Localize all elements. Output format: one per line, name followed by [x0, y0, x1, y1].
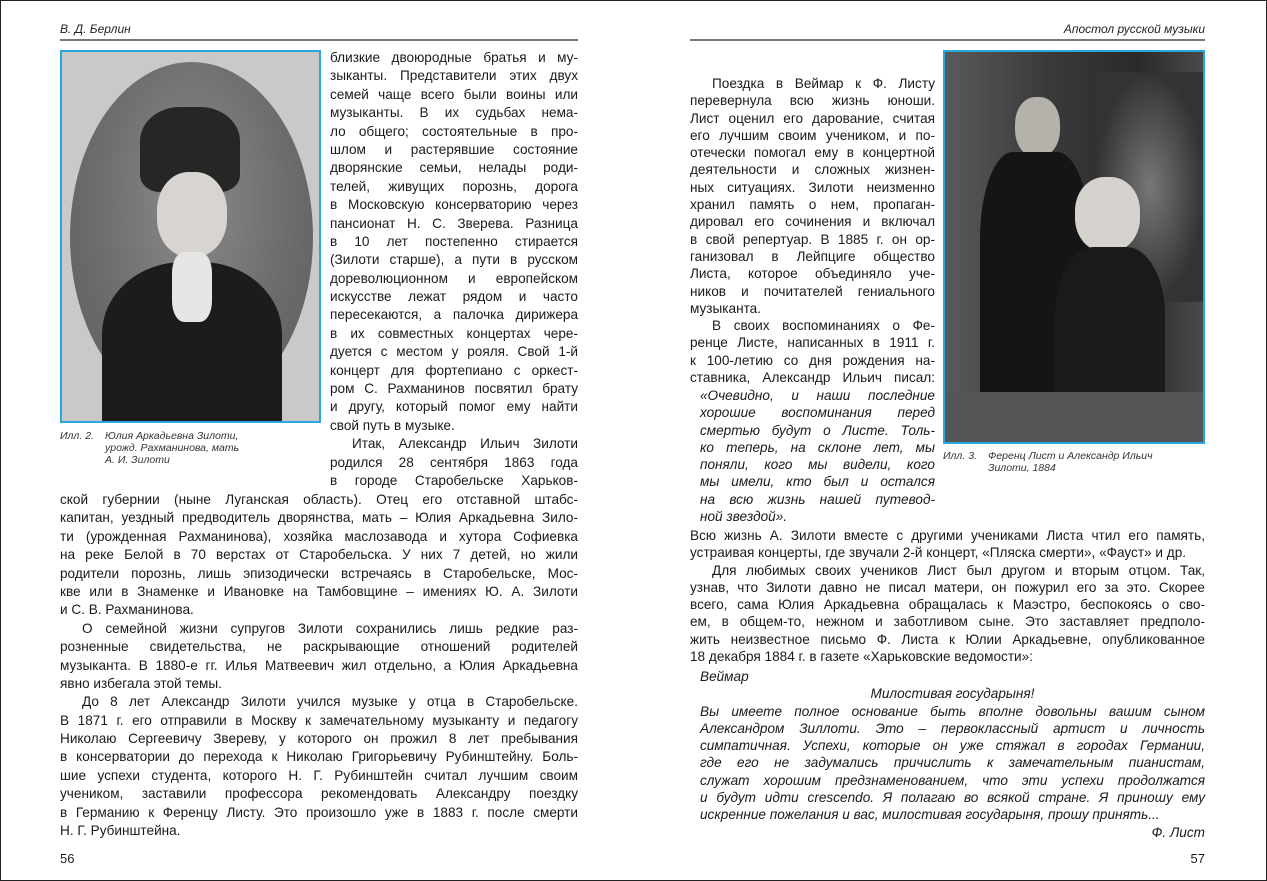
text-line: музыканты. В их судьбах нема- — [330, 105, 578, 121]
text-line: «Очевидно, и наши последние — [700, 388, 935, 403]
text-line: хранил память о нем, пропаган- — [690, 197, 935, 213]
text-line: музыканта. — [690, 300, 762, 316]
liszt-letter — [700, 668, 1205, 841]
text-line: ных ситуациях. Зилоти неизменно — [690, 179, 935, 195]
text-line: музыканта. В 1880-е гг. Илья Матвеевич жил отдельно, а Юлия Аркадьевна — [60, 657, 578, 673]
text-line: пансионат Н. С. Зверева. Разница — [330, 215, 578, 231]
text-line: в свой репертуар. В 1885 г. он ор- — [690, 231, 935, 247]
text-line: ти (урожденная Рахманинова), хозяйка маслозавода и хутора Софиевка — [60, 528, 578, 544]
text-line: ем, в общем-то, нежном и заботливом сыне. Это заставляет предполо- — [690, 614, 1205, 630]
text-line: О семейной жизни супругов Зилоти сохранились лишь редкие раз- — [82, 620, 578, 636]
text-line: До 8 лет Александр Зилоти учился музыке у отца в Старобельске. — [82, 694, 578, 710]
text-line: устраивая концерты, где звучали 2-й концерт, «Пляска смерти», «Фауст» и др. — [690, 545, 1187, 561]
text-line: Милостивая государыня! — [870, 686, 1035, 702]
text-line: В 1871 г. его отправили в Москву к замечательному музыканту и педагогу — [60, 712, 578, 728]
page-number-right: 57 — [1190, 851, 1205, 866]
running-header-title: Апостол русской музыки — [1063, 22, 1205, 36]
text-line: зыканты. Представители этих двух — [330, 68, 578, 84]
text-line: учеником, заставили профессора рекомендовать Александру поездку — [60, 786, 578, 802]
text-line: ников и почитателей гениального — [690, 283, 935, 299]
text-line: капитан, уездный предводитель дворянства, мать – Юлия Аркадьевна Зило- — [60, 510, 578, 526]
text-line: мы имели, кто был и остался — [700, 474, 935, 490]
text-line: и С. В. Рахманинова. — [60, 602, 194, 618]
text-line: отечески помогал ему в концертной — [690, 145, 935, 161]
photo-liszt-and-ziloti — [943, 50, 1205, 444]
left-full-text — [60, 491, 578, 840]
text-line: концерт для фортепиано с оркест- — [330, 362, 578, 378]
page-number-left: 56 — [60, 851, 75, 866]
text-line: жить неизвестное письмо Ф. Листа к Юлии Аркадьевне, опубликованное — [690, 631, 1205, 647]
caption-label: Илл. 2. — [60, 430, 94, 442]
figure-caption-3 — [943, 450, 1205, 474]
text-line: телей, живущих порознь, дорога — [330, 178, 578, 194]
text-line: Для любимых своих учеников Лист был другом и вторым отцом. Так, — [712, 562, 1205, 578]
text-line: узнав, что Зилоти давно не писал матери, он пожурил его за это. Скорее — [690, 579, 1205, 595]
text-line: искренние пожелания и вас, милостивая государыня, прошу принять... — [700, 807, 1160, 823]
text-line: ной звездой». — [700, 509, 788, 525]
text-line: ренце Листе, написанных в 1911 г. — [690, 335, 935, 351]
text-line: дуется с местом у рояля. Свой 1-й — [330, 344, 578, 360]
text-line: симпатичная. Успехи, которые он уже стяжал в городах Германии, — [700, 738, 1205, 754]
text-line: шие успехи студента, которого Н. Г. Рубинштейн считал лучшим своим — [60, 767, 578, 783]
text-line: шлом и растерявшие состояние — [330, 141, 578, 157]
text-line: Поездка в Веймар к Ф. Листу — [712, 76, 935, 91]
text-line: смертью будут о Листе. Толь- — [700, 422, 935, 438]
text-line: ло общего; состоятельные в про- — [330, 123, 578, 139]
running-header-author: В. Д. Берлин — [60, 22, 131, 36]
figure-caption-2 — [60, 430, 320, 466]
text-line: ставника, Александр Ильич писал: — [690, 370, 935, 386]
right-column-text — [690, 75, 935, 386]
text-line: пересекаются, а палочка дирижера — [330, 307, 578, 323]
caption-label: Илл. 3. — [943, 450, 977, 462]
text-line: Веймар — [700, 669, 749, 684]
text-line: Н. Г. Рубинштейна. — [60, 823, 181, 839]
text-line: на реке Белой в 70 верстах от Старобельска. У них 7 детей, но жили — [60, 547, 578, 563]
text-line: (Зилоти старше), а пути в русском — [330, 252, 578, 268]
text-line: родители порознь, лишь эпизодически встречаясь в Старобельске, Мос- — [60, 565, 578, 581]
liszt-quote — [700, 387, 935, 525]
text-line: 18 декабря 1884 г. в газете «Харьковские ведомости»: — [690, 649, 1033, 665]
text-line: хорошие воспоминания перед — [700, 405, 935, 421]
text-line: дореволюционном и европейском — [330, 270, 578, 286]
text-line: в Московскую консерваторию через — [330, 197, 578, 213]
right-full-text — [690, 527, 1205, 665]
text-line: перевернула всю жизнь юноши. — [690, 93, 935, 109]
text-line: искусстве лежат рядом и часто — [330, 289, 578, 305]
text-line: в Германию к Ференцу Листу. Это произошло уже в 1883 г. после смерти — [60, 804, 578, 820]
caption-line: Юлия Аркадьевна Зилоти, — [105, 430, 239, 442]
text-line: в 10 лет постепенно стирается — [330, 233, 578, 249]
text-line: розненные свидетельства, не раскрывающие отношений родителей — [60, 639, 578, 655]
text-line: и другу, который помог ему найти — [330, 399, 578, 415]
caption-line: урожд. Рахманинова, мать — [105, 442, 240, 454]
text-line: в городе Старобельске Харьков- — [330, 472, 578, 488]
text-line: ко теперь, на склоне лет, мы — [700, 439, 935, 455]
left-column-text — [330, 49, 578, 490]
text-line: ской губернии (ныне Луганская область). Отец его отставной штабс- — [60, 492, 578, 507]
header-rule — [60, 39, 578, 41]
text-line: к 100-летию со дня рождения на- — [690, 352, 935, 368]
portrait-photo-yulia-ziloti — [60, 50, 321, 423]
caption-line: Ференц Лист и Александр Ильич — [988, 450, 1153, 462]
text-line: Итак, Александр Ильич Зилоти — [352, 436, 578, 452]
text-line: явно избегала этой темы. — [60, 675, 222, 691]
text-line: ганизовал в Лейпциге общество — [690, 248, 935, 264]
caption-line: Зилоти, 1884 — [988, 462, 1056, 474]
text-line: дворянские семьи, нелады роди- — [330, 160, 578, 176]
text-line: Ф. Лист — [1151, 824, 1205, 840]
text-line: и будут идти crescendo. Я полагаю во всякой стране. Я приношу ему — [700, 790, 1205, 806]
text-line: Александром Зиллоти. Это – первоклассный артист и личность — [700, 720, 1205, 736]
text-line: его лучшим своим учеником, и по- — [690, 127, 935, 143]
text-line: Вы имеете полное основание быть вполне довольны вашим сыном — [700, 703, 1205, 719]
text-line: семей чаще всего были воины или — [330, 86, 578, 102]
text-line: ром С. Рахманинов посвятил брату — [330, 381, 578, 397]
text-line: близкие двоюродные братья и му- — [330, 50, 578, 65]
caption-line: А. И. Зилоти — [105, 454, 170, 466]
header-rule — [690, 39, 1205, 41]
text-line: всего, сама Юлия Аркадьевна обращалась к Маэстро, беспокоясь о сво- — [690, 597, 1205, 613]
text-line: где его не задумались причислить к замечательным пианистам, — [700, 755, 1205, 771]
text-line: в консерватории до перехода к Николаю Григорьевичу Рубинштейну. Боль- — [60, 749, 578, 765]
text-line: на всю жизнь нашей путевод- — [700, 491, 935, 507]
text-line: свой путь в музыке. — [330, 417, 455, 433]
text-line: кве или в Знаменке и Ивановке на Тамбовщине – имениях Ю. А. Зилоти — [60, 583, 578, 599]
text-line: Лист оценил его дарование, считая — [690, 110, 935, 126]
text-line: дировал его сочинения и включал — [690, 214, 935, 230]
text-line: Всю жизнь А. Зилоти вместе с другими учениками Листа чтил его память, — [690, 528, 1205, 543]
text-line: родился 28 сентября 1863 года — [330, 454, 578, 470]
text-line: в их совместных концертах чере- — [330, 325, 578, 341]
text-line: Николаю Сергеевичу Звереву, у которого он прожил 8 лет пребывания — [60, 731, 578, 747]
text-line: В своих воспоминаниях о Фе- — [712, 318, 935, 334]
text-line: деятельности и сложных жизнен- — [690, 162, 935, 178]
text-line: Листа, которое объединяло уче- — [690, 266, 935, 282]
text-line: поняли, кого мы видели, кого — [700, 457, 935, 473]
text-line: служат хорошим предзнаменованием, что эти успехи продолжатся — [700, 772, 1205, 788]
